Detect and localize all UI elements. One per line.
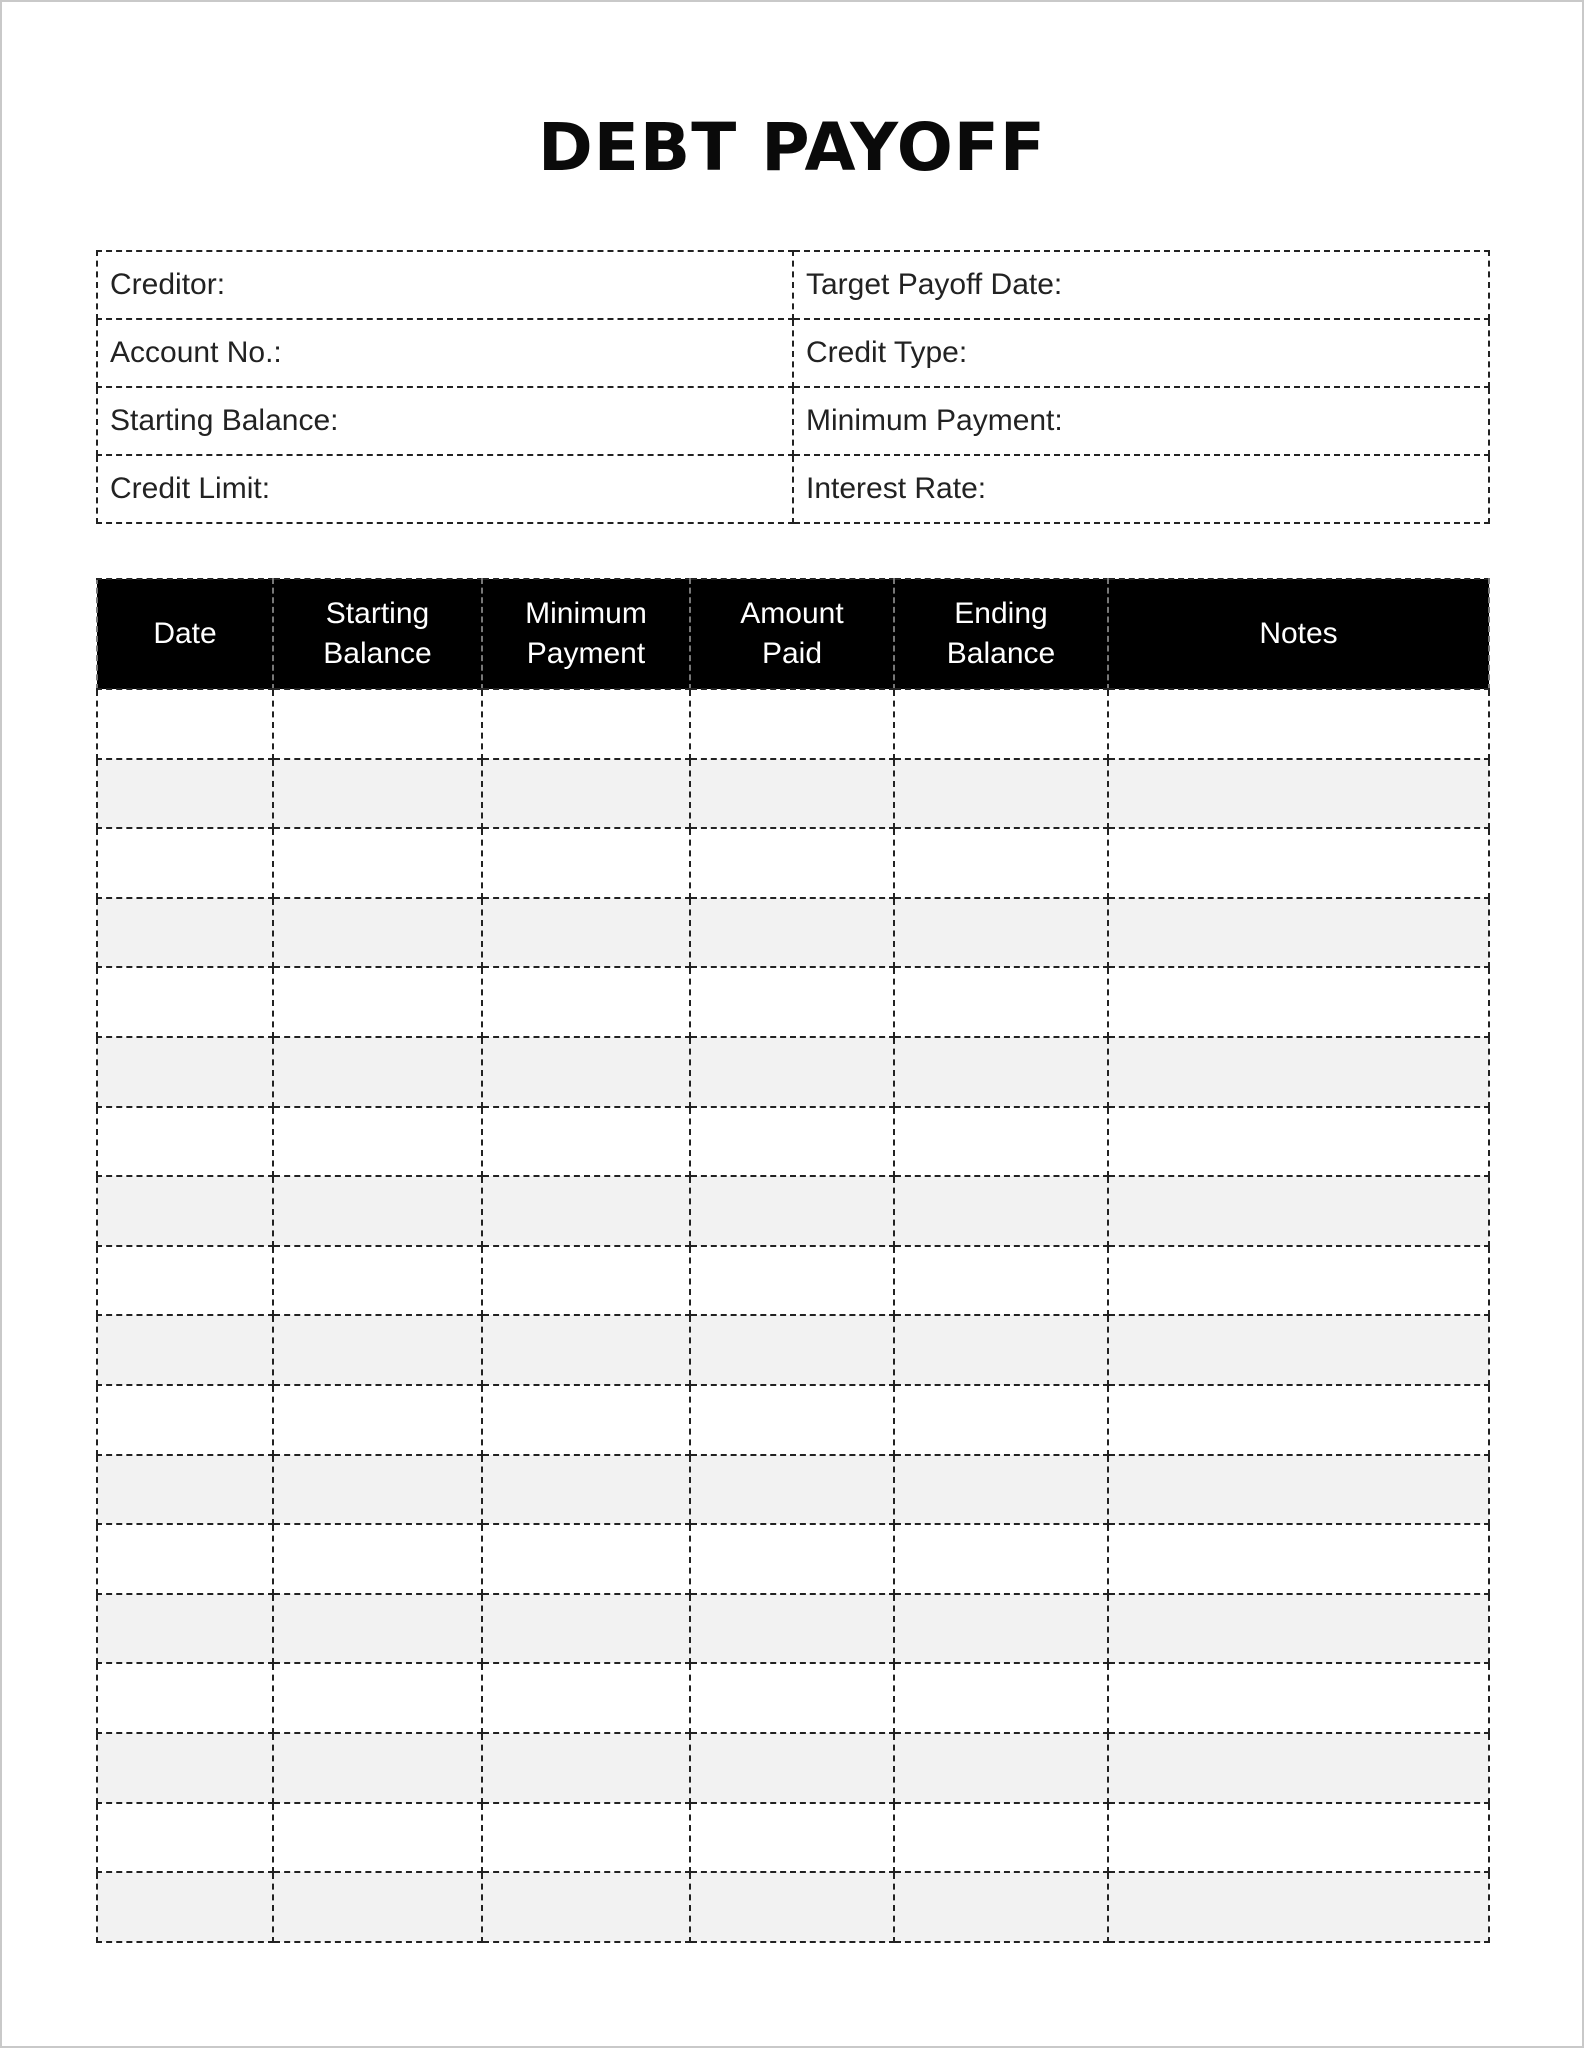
minimum-payment-cell[interactable] bbox=[482, 828, 690, 898]
column-header-minimum-payment bbox=[482, 579, 690, 689]
date-cell[interactable] bbox=[97, 1037, 273, 1107]
notes-cell[interactable] bbox=[1108, 1246, 1489, 1316]
table-row bbox=[97, 1803, 1489, 1873]
notes-cell[interactable] bbox=[1108, 1315, 1489, 1385]
amount-paid-cell[interactable] bbox=[690, 1037, 894, 1107]
minimum-payment-field[interactable]: Minimum Payment: bbox=[793, 387, 1489, 455]
starting-balance-cell[interactable] bbox=[273, 1246, 482, 1316]
ending-balance-cell[interactable] bbox=[894, 1315, 1108, 1385]
date-cell[interactable] bbox=[97, 1246, 273, 1316]
ending-balance-cell[interactable] bbox=[894, 828, 1108, 898]
notes-cell[interactable] bbox=[1108, 1663, 1489, 1733]
amount-paid-cell[interactable] bbox=[690, 828, 894, 898]
starting-balance-cell[interactable] bbox=[273, 1733, 482, 1803]
account-number-field[interactable]: Account No.: bbox=[97, 319, 793, 387]
ending-balance-cell[interactable] bbox=[894, 1663, 1108, 1733]
starting-balance-cell[interactable] bbox=[273, 1037, 482, 1107]
table-row bbox=[97, 1733, 1489, 1803]
starting-balance-cell[interactable] bbox=[273, 1524, 482, 1594]
amount-paid-cell[interactable] bbox=[690, 967, 894, 1037]
minimum-payment-cell[interactable] bbox=[482, 1733, 690, 1803]
ending-balance-cell[interactable] bbox=[894, 1385, 1108, 1455]
column-header-line: Ending bbox=[954, 597, 1048, 630]
ending-balance-cell[interactable] bbox=[894, 1524, 1108, 1594]
column-header-ending-balance bbox=[894, 579, 1108, 689]
date-cell[interactable] bbox=[97, 898, 273, 968]
minimum-payment-cell[interactable] bbox=[482, 1037, 690, 1107]
ending-balance-cell[interactable] bbox=[894, 1037, 1108, 1107]
minimum-payment-cell[interactable] bbox=[482, 1803, 690, 1873]
amount-paid-cell[interactable] bbox=[690, 1663, 894, 1733]
date-cell[interactable] bbox=[97, 1663, 273, 1733]
minimum-payment-cell[interactable] bbox=[482, 689, 690, 759]
notes-cell[interactable] bbox=[1108, 1107, 1489, 1177]
notes-cell[interactable] bbox=[1108, 1803, 1489, 1873]
amount-paid-cell[interactable] bbox=[690, 759, 894, 829]
table-header-row bbox=[97, 579, 1489, 689]
minimum-payment-cell[interactable] bbox=[482, 1524, 690, 1594]
ending-balance-cell[interactable] bbox=[894, 898, 1108, 968]
starting-balance-cell[interactable] bbox=[273, 689, 482, 759]
table-row bbox=[97, 1385, 1489, 1455]
date-cell[interactable] bbox=[97, 1594, 273, 1664]
date-cell[interactable] bbox=[97, 759, 273, 829]
minimum-payment-cell[interactable] bbox=[482, 1872, 690, 1942]
starting-balance-cell[interactable] bbox=[273, 898, 482, 968]
amount-paid-cell[interactable] bbox=[690, 1315, 894, 1385]
column-header-line: Date bbox=[153, 617, 217, 650]
table-row bbox=[97, 828, 1489, 898]
table-row bbox=[97, 1455, 1489, 1525]
ending-balance-cell[interactable] bbox=[894, 759, 1108, 829]
interest-rate-field[interactable]: Interest Rate: bbox=[793, 455, 1489, 523]
column-header-line: Starting bbox=[325, 597, 430, 630]
date-cell[interactable] bbox=[97, 1385, 273, 1455]
info-row bbox=[97, 251, 1489, 319]
minimum-payment-cell[interactable] bbox=[482, 1594, 690, 1664]
minimum-payment-cell[interactable] bbox=[482, 759, 690, 829]
starting-balance-cell[interactable] bbox=[273, 828, 482, 898]
starting-balance-cell[interactable] bbox=[273, 1315, 482, 1385]
amount-paid-cell[interactable] bbox=[690, 1107, 894, 1177]
table-row bbox=[97, 759, 1489, 829]
minimum-payment-cell[interactable] bbox=[482, 967, 690, 1037]
table-row bbox=[97, 1315, 1489, 1385]
minimum-payment-cell[interactable] bbox=[482, 1455, 690, 1525]
date-cell[interactable] bbox=[97, 1803, 273, 1873]
amount-paid-cell[interactable] bbox=[690, 1872, 894, 1942]
table-row bbox=[97, 898, 1489, 968]
starting-balance-cell[interactable] bbox=[273, 759, 482, 829]
minimum-payment-cell[interactable] bbox=[482, 1663, 690, 1733]
notes-cell[interactable] bbox=[1108, 689, 1489, 759]
ending-balance-cell[interactable] bbox=[894, 1107, 1108, 1177]
column-header-starting-balance bbox=[273, 579, 482, 689]
page-title: DEBT PAYOFF bbox=[538, 109, 1046, 186]
info-row bbox=[97, 455, 1489, 523]
date-cell[interactable] bbox=[97, 1455, 273, 1525]
notes-cell[interactable] bbox=[1108, 967, 1489, 1037]
date-cell[interactable] bbox=[97, 828, 273, 898]
ending-balance-cell[interactable] bbox=[894, 1872, 1108, 1942]
date-cell[interactable] bbox=[97, 1733, 273, 1803]
column-header-line: Paid bbox=[761, 637, 823, 670]
ending-balance-cell[interactable] bbox=[894, 1733, 1108, 1803]
starting-balance-cell[interactable] bbox=[273, 1385, 482, 1455]
minimum-payment-cell[interactable] bbox=[482, 1246, 690, 1316]
date-cell[interactable] bbox=[97, 689, 273, 759]
ending-balance-cell[interactable] bbox=[894, 1176, 1108, 1246]
notes-cell[interactable] bbox=[1108, 1385, 1489, 1455]
date-cell[interactable] bbox=[97, 1315, 273, 1385]
starting-balance-cell[interactable] bbox=[273, 1107, 482, 1177]
starting-balance-field[interactable]: Starting Balance: bbox=[97, 387, 793, 455]
amount-paid-cell[interactable] bbox=[690, 1733, 894, 1803]
starting-balance-cell[interactable] bbox=[273, 1455, 482, 1525]
starting-balance-cell[interactable] bbox=[273, 1594, 482, 1664]
amount-paid-cell[interactable] bbox=[690, 1385, 894, 1455]
date-cell[interactable] bbox=[97, 967, 273, 1037]
info-row bbox=[97, 387, 1489, 455]
date-cell[interactable] bbox=[97, 1872, 273, 1942]
column-header-line: Balance bbox=[946, 637, 1056, 670]
credit-limit-field[interactable]: Credit Limit: bbox=[97, 455, 793, 523]
table-row bbox=[97, 1107, 1489, 1177]
notes-cell[interactable] bbox=[1108, 1872, 1489, 1942]
amount-paid-cell[interactable] bbox=[690, 1524, 894, 1594]
notes-cell[interactable] bbox=[1108, 1733, 1489, 1803]
notes-cell[interactable] bbox=[1108, 828, 1489, 898]
date-cell[interactable] bbox=[97, 1176, 273, 1246]
date-cell[interactable] bbox=[97, 1107, 273, 1177]
notes-cell[interactable] bbox=[1108, 1594, 1489, 1664]
minimum-payment-cell[interactable] bbox=[482, 898, 690, 968]
column-header-line: Notes bbox=[1259, 617, 1338, 650]
column-header-date bbox=[97, 579, 273, 689]
notes-cell[interactable] bbox=[1108, 1176, 1489, 1246]
starting-balance-cell[interactable] bbox=[273, 1872, 482, 1942]
column-header-line: Amount bbox=[740, 597, 844, 630]
table-row bbox=[97, 1663, 1489, 1733]
starting-balance-cell[interactable] bbox=[273, 1176, 482, 1246]
minimum-payment-cell[interactable] bbox=[482, 1107, 690, 1177]
table-row bbox=[97, 1594, 1489, 1664]
amount-paid-cell[interactable] bbox=[690, 1246, 894, 1316]
minimum-payment-cell[interactable] bbox=[482, 1176, 690, 1246]
target-payoff-date-field[interactable]: Target Payoff Date: bbox=[793, 251, 1489, 319]
notes-cell[interactable] bbox=[1108, 1037, 1489, 1107]
ending-balance-cell[interactable] bbox=[894, 1594, 1108, 1664]
table-row bbox=[97, 1524, 1489, 1594]
notes-cell[interactable] bbox=[1108, 1455, 1489, 1525]
column-header-line: Minimum bbox=[525, 597, 647, 630]
table-row bbox=[97, 1872, 1489, 1942]
amount-paid-cell[interactable] bbox=[690, 1455, 894, 1525]
amount-paid-cell[interactable] bbox=[690, 1594, 894, 1664]
date-cell[interactable] bbox=[97, 1524, 273, 1594]
amount-paid-cell[interactable] bbox=[690, 689, 894, 759]
table-row bbox=[97, 1037, 1489, 1107]
table-row bbox=[97, 1176, 1489, 1246]
minimum-payment-cell[interactable] bbox=[482, 1385, 690, 1455]
column-header-line: Payment bbox=[526, 637, 646, 670]
ending-balance-cell[interactable] bbox=[894, 1455, 1108, 1525]
amount-paid-cell[interactable] bbox=[690, 898, 894, 968]
column-header-amount-paid bbox=[690, 579, 894, 689]
table-row bbox=[97, 967, 1489, 1037]
table-row bbox=[97, 689, 1489, 759]
ending-balance-cell[interactable] bbox=[894, 1803, 1108, 1873]
info-grid bbox=[96, 250, 1490, 524]
notes-cell[interactable] bbox=[1108, 1524, 1489, 1594]
amount-paid-cell[interactable] bbox=[690, 1176, 894, 1246]
starting-balance-cell[interactable] bbox=[273, 1663, 482, 1733]
starting-balance-cell[interactable] bbox=[273, 1803, 482, 1873]
notes-cell[interactable] bbox=[1108, 759, 1489, 829]
info-row bbox=[97, 319, 1489, 387]
ending-balance-cell[interactable] bbox=[894, 967, 1108, 1037]
creditor-field[interactable]: Creditor: bbox=[97, 251, 793, 319]
credit-type-field[interactable]: Credit Type: bbox=[793, 319, 1489, 387]
notes-cell[interactable] bbox=[1108, 898, 1489, 968]
column-header-line: Balance bbox=[323, 637, 432, 670]
ending-balance-cell[interactable] bbox=[894, 689, 1108, 759]
table-row bbox=[97, 1246, 1489, 1316]
starting-balance-cell[interactable] bbox=[273, 967, 482, 1037]
table-body bbox=[97, 689, 1489, 1942]
amount-paid-cell[interactable] bbox=[690, 1803, 894, 1873]
minimum-payment-cell[interactable] bbox=[482, 1315, 690, 1385]
column-header-notes bbox=[1108, 579, 1489, 689]
ending-balance-cell[interactable] bbox=[894, 1246, 1108, 1316]
payment-log-table bbox=[96, 578, 1490, 1943]
